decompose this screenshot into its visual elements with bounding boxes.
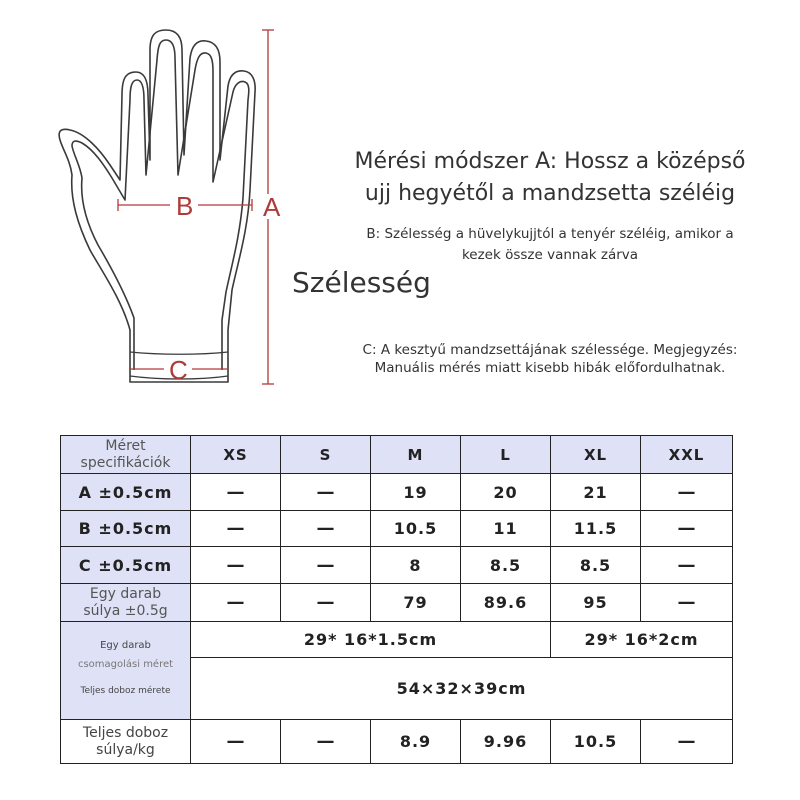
cell-c-s: — xyxy=(281,547,371,584)
cell-c-xl: 8.5 xyxy=(551,547,641,584)
cell-c-m: 8 xyxy=(371,547,461,584)
row-label-pack xyxy=(61,622,191,720)
cell-b-s: — xyxy=(281,511,371,547)
cell-c-l: 8.5 xyxy=(461,547,551,584)
cell-box-weight-l: 9.96 xyxy=(461,720,551,764)
title-line-1: Mérési módszer A: Hossz a középső xyxy=(354,149,746,174)
row-label-weight xyxy=(61,584,191,622)
cell-b-xl: 11.5 xyxy=(551,511,641,547)
box-weight-label-line-2: súlya/kg xyxy=(96,741,155,758)
cell-a-xxl: — xyxy=(641,474,733,511)
cell-box-size: 54×32×39cm xyxy=(191,658,733,720)
cell-box-weight-xl: 10.5 xyxy=(551,720,641,764)
glove-outline-icon xyxy=(0,0,300,400)
cell-b-l: 11 xyxy=(461,511,551,547)
box-weight-label-line-1: Teljes doboz xyxy=(82,724,169,741)
cell-box-weight-xs: — xyxy=(191,720,281,764)
note-c xyxy=(300,341,800,377)
table-row-pack xyxy=(61,622,733,658)
size-header-xl: XL xyxy=(551,436,641,474)
size-header-xxl: XXL xyxy=(641,436,733,474)
row-label-a: A ±0.5cm xyxy=(61,474,191,511)
table-header-row xyxy=(61,436,733,474)
size-header-xs: XS xyxy=(191,436,281,474)
note-c-line-1: C: A kesztyű mandzsettájának szélessége. Megjegyzés: xyxy=(362,342,738,358)
row-label-b: B ±0.5cm xyxy=(61,511,191,547)
cell-weight-l: 89.6 xyxy=(461,584,551,622)
weight-label-line-1: Egy darab xyxy=(89,585,162,602)
note-b-line-2: kezek össze vannak zárva xyxy=(461,247,639,263)
header-label-cell xyxy=(61,436,191,474)
header-label-line-1: Méret xyxy=(105,437,146,454)
row-label-box-weight xyxy=(61,720,191,764)
cell-pack-large: 29* 16*2cm xyxy=(551,622,733,658)
table-row-a xyxy=(61,474,733,511)
size-spec-table xyxy=(60,435,733,764)
cell-weight-m: 79 xyxy=(371,584,461,622)
cell-a-m: 19 xyxy=(371,474,461,511)
note-b xyxy=(300,224,800,266)
label-b: B xyxy=(176,191,194,221)
measurement-title xyxy=(300,146,800,210)
header-label-line-2: specifikációk xyxy=(80,454,171,471)
cell-b-xs: — xyxy=(191,511,281,547)
cell-c-xxl: — xyxy=(641,547,733,584)
table-row-b xyxy=(61,511,733,547)
cell-pack-small: 29* 16*1.5cm xyxy=(191,622,551,658)
note-b-line-1: B: Szélesség a hüvelykujjtól a tenyér széléig, amikor a xyxy=(366,226,734,242)
pack-label-line-2: csomagolási méret xyxy=(77,659,174,670)
table-row-c xyxy=(61,547,733,584)
label-c: C xyxy=(169,355,188,385)
size-header-s: S xyxy=(281,436,371,474)
cell-weight-xxl: — xyxy=(641,584,733,622)
width-label: Szélesség xyxy=(292,266,431,299)
cell-b-xxl: — xyxy=(641,511,733,547)
cell-a-s: — xyxy=(281,474,371,511)
cell-c-xs: — xyxy=(191,547,281,584)
cell-box-weight-m: 8.9 xyxy=(371,720,461,764)
cell-weight-xs: — xyxy=(191,584,281,622)
note-c-line-2: Manuális mérés miatt kisebb hibák előfordulhatnak. xyxy=(374,360,726,376)
cell-weight-xl: 95 xyxy=(551,584,641,622)
pack-label-line-3: Teljes doboz mérete xyxy=(80,686,171,696)
cell-box-weight-s: — xyxy=(281,720,371,764)
table-row-weight xyxy=(61,584,733,622)
title-line-2: ujj hegyétől a mandzsetta széléig xyxy=(364,181,736,206)
size-header-l: L xyxy=(461,436,551,474)
pack-label-line-1: Egy darab xyxy=(100,640,151,651)
cell-a-xl: 21 xyxy=(551,474,641,511)
cell-a-l: 20 xyxy=(461,474,551,511)
weight-label-line-2: súlya ±0.5g xyxy=(83,602,168,619)
label-a: A xyxy=(263,192,281,222)
cell-b-m: 10.5 xyxy=(371,511,461,547)
table-row-box-weight xyxy=(61,720,733,764)
size-header-m: M xyxy=(371,436,461,474)
cell-box-weight-xxl: — xyxy=(641,720,733,764)
cell-weight-s: — xyxy=(281,584,371,622)
cell-a-xs: — xyxy=(191,474,281,511)
glove-diagram xyxy=(0,0,300,400)
row-label-c: C ±0.5cm xyxy=(61,547,191,584)
